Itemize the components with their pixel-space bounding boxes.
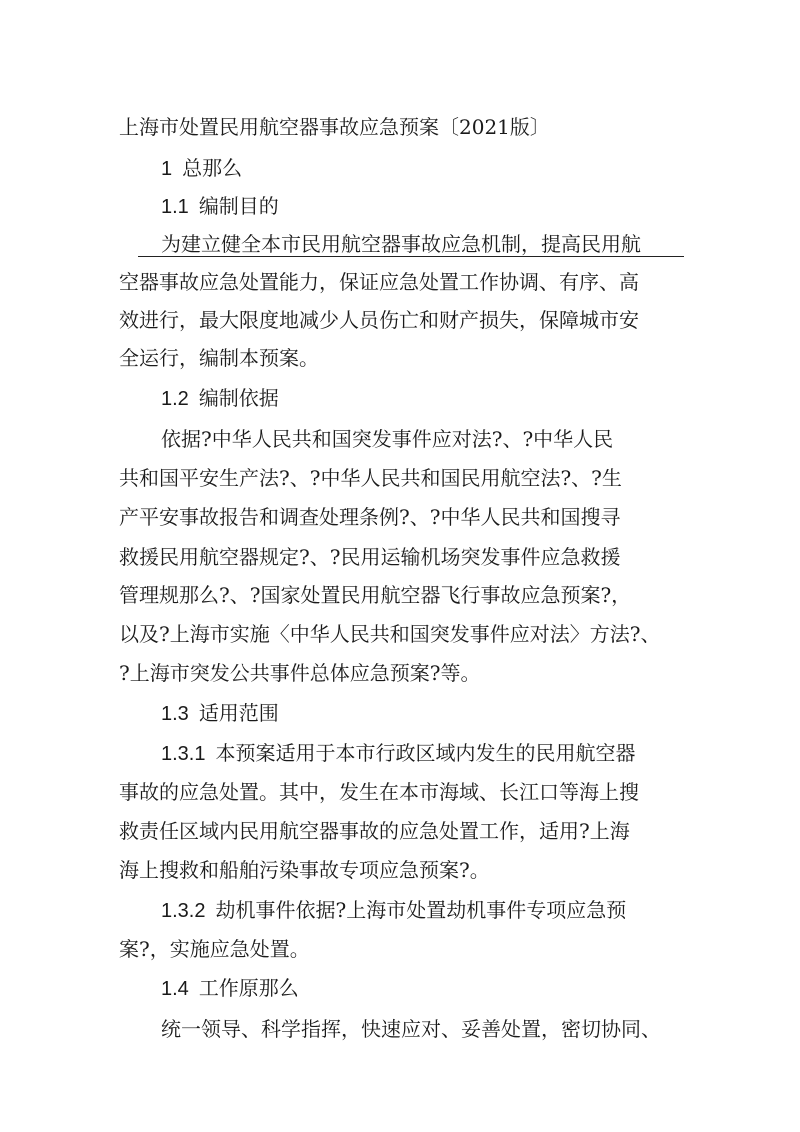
section-number: 1 — [161, 158, 173, 180]
paragraph-line: ?上海市突发公共事件总体应急预案?等。 — [119, 661, 481, 685]
paragraph-line: 以及?上海市实施〈中华人民共和国突发事件应对法〉方法?、 — [119, 622, 661, 646]
paragraph-line: 1.3.1 本预案适用于本市行政区域内发生的民用航空器 — [161, 741, 636, 765]
paragraph-line: 1.3.2 劫机事件依据?上海市处置劫机事件专项应急预 — [161, 898, 627, 922]
paragraph-line: 效进行，最大限度地减少人员伤亡和财产损失，保障城市安 — [119, 308, 639, 332]
section-title: 编制目的 — [198, 194, 279, 218]
section-number: 1.1 — [161, 196, 189, 218]
section-number: 1.3 — [161, 703, 189, 725]
section-1-3-heading — [161, 700, 279, 727]
paragraph-line: 统一领导、科学指挥，快速应对、妥善处置，密切协同、 — [161, 1017, 661, 1041]
section-1-1-heading — [161, 193, 279, 220]
underline-rule — [138, 256, 684, 257]
paragraph-line: 依据?中华人民共和国突发事件应对法?、?中华人民 — [161, 427, 614, 451]
paragraph-line: 管理规那么?、?国家处置民用航空器飞行事故应急预案?， — [119, 583, 632, 607]
section-1-heading — [161, 155, 242, 182]
section-title: 总那么 — [182, 156, 243, 180]
clause-number: 1.3.2 — [161, 900, 206, 922]
document-title: 上海市处置民用航空器事故应急预案〔2021版〕 — [119, 115, 550, 139]
paragraph-line: 空器事故应急处置能力，保证应急处置工作协调、有序、高 — [119, 270, 639, 294]
section-1-4-heading — [161, 975, 299, 1002]
section-title: 适用范围 — [198, 701, 279, 725]
paragraph-line: 产平安事故报告和调查处理条例?、?中华人民共和国搜寻 — [119, 505, 621, 529]
paragraph-line: 海上搜救和船舶污染事故专项应急预案?。 — [119, 858, 490, 882]
section-1-2-heading — [161, 385, 279, 412]
paragraph-line: 共和国平安生产法?、?中华人民共和国民用航空法?、?生 — [119, 466, 622, 490]
clause-number: 1.3.1 — [161, 743, 206, 765]
section-number: 1.4 — [161, 978, 189, 1000]
section-number: 1.2 — [161, 388, 189, 410]
paragraph-line: 全运行，编制本预案。 — [119, 346, 319, 370]
paragraph-line: 救责任区域内民用航空器事故的应急处置工作，适用?上海 — [119, 819, 630, 843]
paragraph-line: 救援民用航空器规定?、?民用运输机场突发事件应急救援 — [119, 545, 621, 569]
section-title: 工作原那么 — [198, 976, 299, 1000]
paragraph-line: 事故的应急处置。其中，发生在本市海域、长江口等海上搜 — [119, 780, 639, 804]
section-title: 编制依据 — [198, 386, 279, 410]
paragraph-line: 案?，实施应急处置。 — [119, 937, 310, 961]
paragraph-line: 为建立健全本市民用航空器事故应急机制，提高民用航 — [161, 232, 641, 256]
